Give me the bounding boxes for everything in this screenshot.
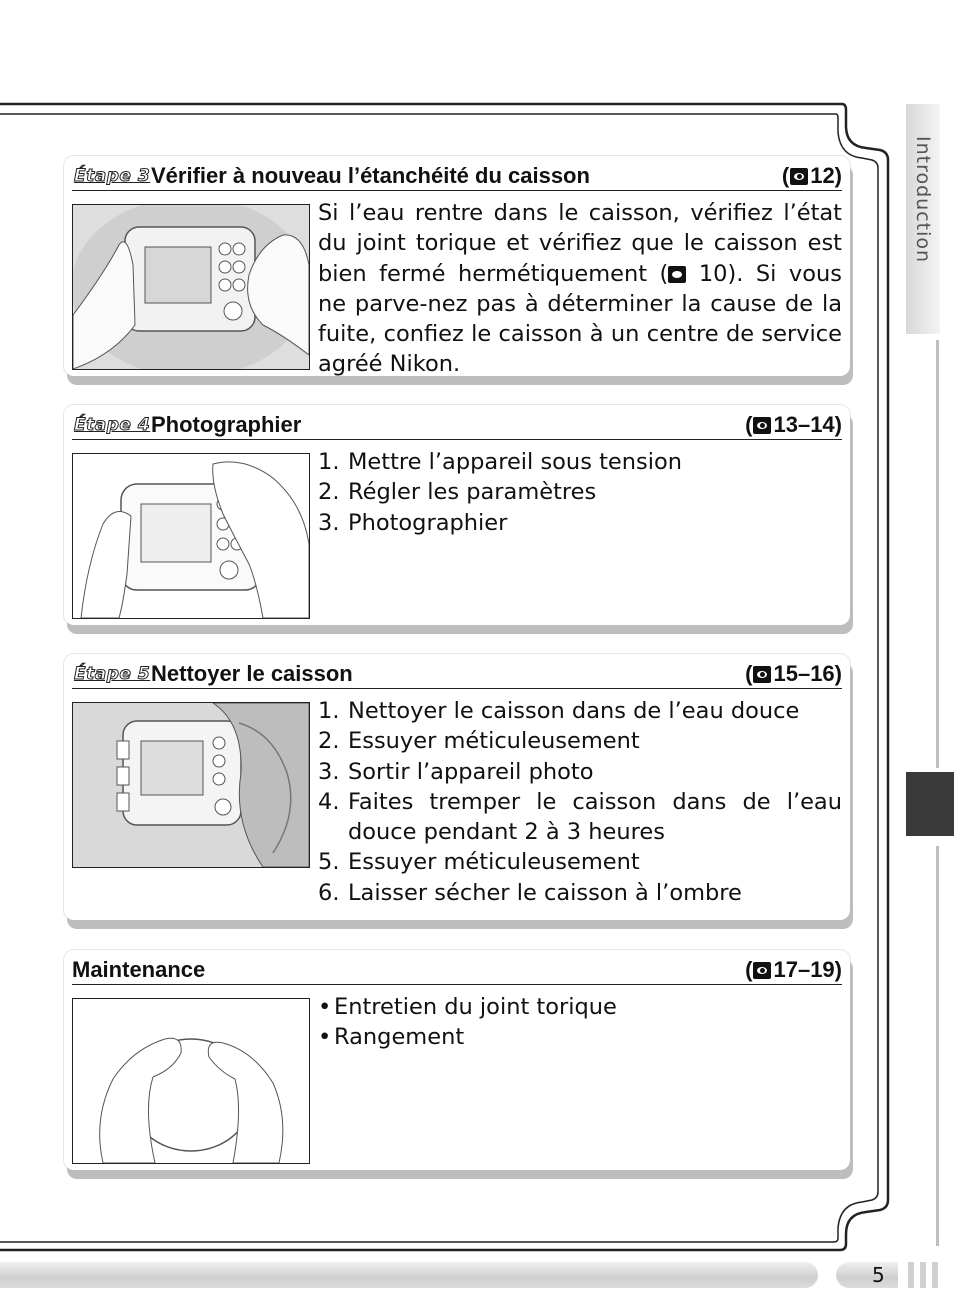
side-divider <box>936 340 939 768</box>
step-3-card <box>64 156 850 376</box>
ref-pages: 17–19) <box>773 957 842 982</box>
section-title: Vérifier à nouveau l’étanchéité du caisson <box>151 163 590 188</box>
list-item <box>318 787 842 848</box>
ref-paren: ( <box>781 163 790 188</box>
item-text: Laisser sécher le caisson à l’ombre <box>348 879 742 906</box>
item-text: Essuyer méticuleusement <box>348 728 640 755</box>
section-body <box>318 696 842 908</box>
item-number: 3. <box>318 758 340 785</box>
item-text: Régler les paramètres <box>348 479 597 506</box>
footer-bar <box>0 1262 818 1288</box>
eye-reference-icon <box>668 266 686 283</box>
section-title: Nettoyer le caisson <box>151 661 353 686</box>
photographing-illustration <box>72 453 310 619</box>
list-item <box>318 477 842 507</box>
maintenance-card <box>64 950 850 1170</box>
paragraph-text: Si l’eau rentre dans le caisson, vérifiez l’état du joint torique et vérifiez que le caisson est bien fermé hermétiquement ( <box>318 200 842 287</box>
footer-stripe <box>920 1262 926 1288</box>
ref-paren: ( <box>745 661 753 686</box>
item-text: Photographier <box>348 509 508 536</box>
eye-reference-icon <box>753 666 771 683</box>
item-number: 1. <box>318 449 340 475</box>
paragraph-text: 10). Si vous ne parve-nez pas à déterminer la cause de la fuite, confiez le caisson à un centre de service agréé Nikon. <box>318 260 842 378</box>
list-item <box>318 508 842 538</box>
eye-reference-icon <box>790 168 808 185</box>
ref-pages: 15–16) <box>773 661 842 686</box>
step-label: Étape 3 <box>74 166 151 186</box>
footer-stripe <box>908 1262 914 1288</box>
list-item <box>318 1022 842 1052</box>
instruction-paragraph <box>318 198 842 380</box>
ref-pages: 12) <box>810 163 842 188</box>
section-body <box>318 198 842 380</box>
item-text: Essuyer méticuleusement <box>348 849 640 876</box>
step-label: Étape 4 <box>74 415 151 435</box>
step-label: Étape 5 <box>74 664 151 684</box>
item-number: 3. <box>318 509 340 536</box>
item-number: 4. <box>318 788 340 815</box>
item-number: 5. <box>318 849 340 876</box>
eye-reference-icon <box>753 962 771 979</box>
footer-stripe <box>932 1262 938 1288</box>
step-list <box>318 447 842 538</box>
ref-paren: ( <box>745 412 753 437</box>
item-number: 2. <box>318 479 340 506</box>
item-number: 2. <box>318 728 340 755</box>
section-header <box>72 956 842 985</box>
list-item <box>318 757 842 787</box>
page-reference <box>745 412 842 438</box>
cleaning-illustration <box>72 702 310 868</box>
section-title: Maintenance <box>72 957 206 982</box>
eye-reference-icon <box>753 417 771 434</box>
bullet: • <box>318 1024 332 1051</box>
step-5-card <box>64 654 850 920</box>
list-item <box>318 447 842 477</box>
item-number: 6. <box>318 879 340 906</box>
page-reference <box>745 957 842 983</box>
list-item <box>318 992 842 1022</box>
item-text: Mettre l’appareil sous tension <box>348 449 682 475</box>
housing-inspection-illustration <box>72 204 310 370</box>
item-text: Nettoyer le caisson dans de l’eau douce <box>348 698 800 724</box>
side-tab-label: Introduction <box>912 136 934 264</box>
ref-paren: ( <box>745 957 753 982</box>
section-body <box>318 992 842 1053</box>
list-item <box>318 847 842 877</box>
bullet-list <box>318 992 842 1053</box>
section-header <box>72 411 842 440</box>
item-text: Entretien du joint torique <box>334 994 617 1020</box>
list-item <box>318 696 842 726</box>
chapter-marker <box>906 772 954 836</box>
section-title: Photographier <box>151 412 302 437</box>
item-text: Rangement <box>334 1024 465 1051</box>
page-number: 5 <box>872 1263 885 1287</box>
item-number: 1. <box>318 698 340 724</box>
list-item <box>318 726 842 756</box>
page-number-pill <box>836 1262 898 1288</box>
item-text: Sortir l’appareil photo <box>348 758 594 785</box>
item-text: Faites tremper le caisson dans de l’eau douce pendant 2 à 3 heures <box>348 788 842 846</box>
page-reference <box>745 661 842 687</box>
list-item <box>318 878 842 908</box>
ref-pages: 13–14) <box>773 412 842 437</box>
step-4-card <box>64 405 850 625</box>
bullet: • <box>318 994 332 1020</box>
side-divider <box>936 846 939 1246</box>
step-list <box>318 696 842 908</box>
section-header <box>72 660 842 689</box>
section-header <box>72 162 842 191</box>
section-body <box>318 447 842 538</box>
page-reference <box>782 163 842 189</box>
o-ring-illustration <box>72 998 310 1164</box>
